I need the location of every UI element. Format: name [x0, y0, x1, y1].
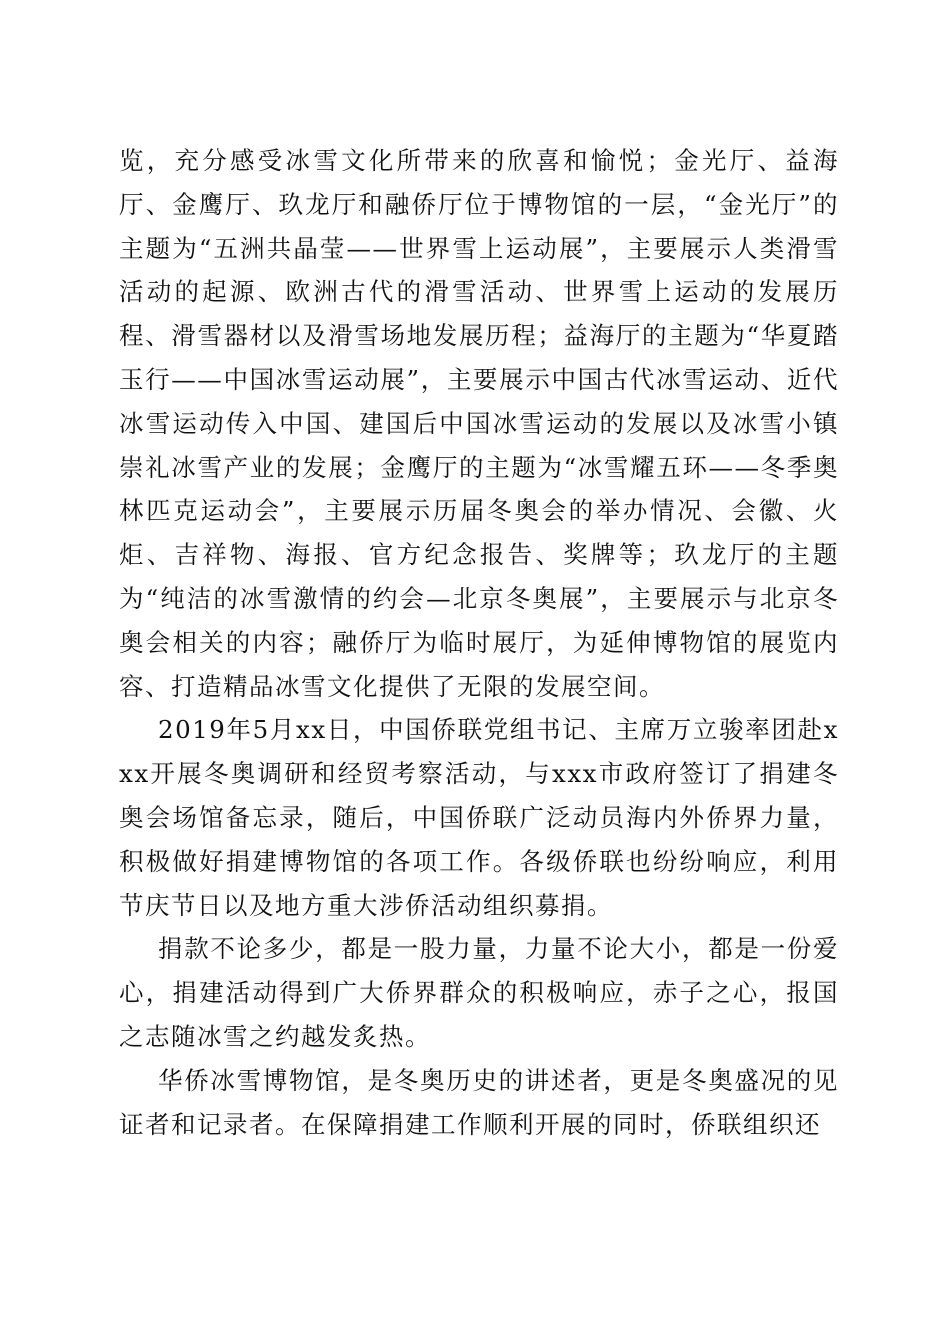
- paragraph-4: 华侨冰雪博物馆，是冬奥历史的讲述者，更是冬奥盛况的见证者和记录者。在保障捐建工作顺利开展的同时，侨联组织还: [119, 1065, 839, 1139]
- paragraph-1: 览，充分感受冰雪文化所带来的欣喜和愉悦；金光厅、益海厅、金鹰厅、玖龙厅和融侨厅位于博物馆的一层，“金光厅”的主题为“五洲共晶莹——世界雪上运动展”，主要展示人类滑雪活动的起源、欧洲古代的滑雪活动、世界雪上运动的发展历程、滑雪器材以及滑雪场地发展历程；益海厅的主题为“华夏踏玉行——中国冰雪运动展”，主要展示中国古代冰雪运动、近代冰雪运动传入中国、建国后中国冰雪运动的发展以及冰雪小镇崇礼冰雪产业的发展；金鹰厅的主题为“冰雪耀五环——冬季奥林匹克运动会”，主要展示历届冬奥会的举办情况、会徽、火炬、吉祥物、海报、官方纪念报告、奖牌等；玖龙厅的主题为“纯洁的冰雪激情的约会—北京冬奥展”，主要展示与北京冬奥会相关的内容；融侨厅为临时展厅，为延伸博物馆的展览内容、打造精品冰雪文化提供了无限的发展空间。: [119, 146, 839, 701]
- paragraph-3: 捐款不论多少，都是一股力量，力量不论大小，都是一份爱心，捐建活动得到广大侨界群众的积极响应，赤子之心，报国之志随冰雪之约越发炙热。: [119, 934, 839, 1051]
- document-body: [119, 139, 839, 1146]
- paragraph-2: 2019年5月xx日，中国侨联党组书记、主席万立骏率团赴xxx开展冬奥调研和经贸考察活动，与xxx市政府签订了捐建冬奥会场馆备忘录，随后，中国侨联广泛动员海内外侨界力量，积极做好捐建博物馆的各项工作。各级侨联也纷纷响应，利用节庆节日以及地方重大涉侨活动组织募捐。: [119, 715, 839, 920]
